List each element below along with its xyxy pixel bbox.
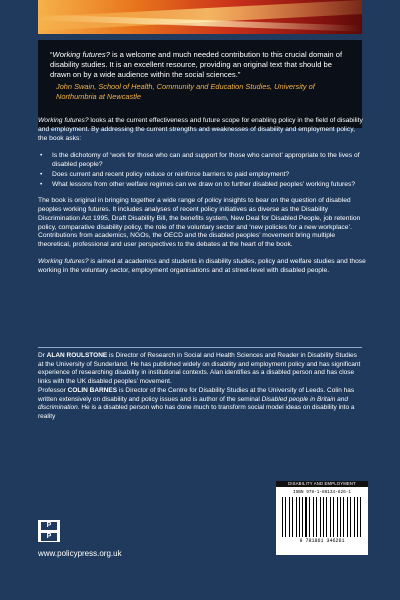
barcode-category: DISABILITY AND EMPLOYMENT [276, 481, 368, 487]
review-quote-text: is a welcome and much needed contribution to this crucial domain of disability studies. It is an excellent resource, providing an original text that should be drawn on by a wide audience within the social sciences.” [50, 50, 343, 80]
author-1-prefix: Dr [38, 352, 47, 359]
barcode-bar [299, 497, 300, 537]
review-quote-title: Working futures? [52, 50, 110, 59]
publisher-url[interactable]: www.policypress.org.uk [38, 549, 122, 558]
author-bio-barnes [38, 387, 362, 422]
barcode-bar [328, 497, 329, 537]
author-2-book-title: Disabled people in Britain and discrimination [38, 395, 349, 412]
barcode-bar [340, 497, 341, 537]
cover-artwork [38, 0, 362, 34]
author-2-prefix: Professor [38, 386, 68, 394]
logo-letter: P [41, 522, 57, 530]
barcode-bar [297, 497, 298, 537]
barcode-bar [348, 497, 349, 537]
review-quote-box [38, 40, 362, 128]
barcode-bar [334, 497, 335, 537]
book-description [38, 117, 366, 284]
description-paragraph-2: The book is original in bringing together a wide range of policy insights to bear on the question of disabled peoples working futures. It includes analyses of recent policy initiatives as diverse as the Disability Discrimination Act 1995, Draft Disability Bill, the benefits system, New Deal for Disabled People, job retention policy, comparative disability policy, the role of the voluntary sector and ‘new policies for a new workplace’. Contributions from academics, NGOs, the OECD and the disabled peoples’ movement bring multiple theoretical, professional and user perspectives to the debates at the heart of the book. [38, 196, 361, 249]
section-divider [38, 347, 362, 348]
description-text-3: is aimed at academics and students in disability studies, policy and welfare studies and those working in the voluntary sector, employment organisations and at street-level with disabled people. [38, 258, 366, 275]
author-2-bio-part-1: is Director of the Centre for Disability Studies at the University of Leeds. Colin has written extensively on disability and policy issues and is author of the seminal [38, 386, 355, 403]
barcode-bar [360, 497, 361, 537]
barcode-bar [350, 497, 351, 537]
barcode-bar [305, 497, 306, 537]
barcode-bar [314, 497, 315, 537]
description-paragraph-1 [38, 117, 366, 144]
author-bios [38, 352, 362, 422]
description-title-1: Working futures? [38, 117, 89, 124]
barcode-bar [323, 497, 324, 537]
barcode-bar [355, 497, 356, 537]
barcode-number: 9 781861 346261 [299, 538, 345, 544]
logo-letter: P [41, 533, 57, 541]
question-item: • Is the dichotomy of ‘work for those who can and support for those who cannot’ appropriate to the lives of disabled people? [38, 152, 366, 170]
author-1-bio: is Director of Research in Social and Health Sciences and Reader in Disability Studies at the University of Sunderland. He has published widely on disability and employment policy and has significant experience of researching disability in institutional contexts. Alan identifies as a disabled person and has close links with the UK disabled peoples’ movement. [38, 352, 361, 386]
publisher-logo [38, 520, 60, 542]
author-bio-roulstone [38, 352, 362, 387]
review-quote: “Working futures? is a welcome and much needed contribution to this crucial domain of disability studies. It is an excellent resource, providing an original text that should be drawn on by a wide audience within the social sciences.” [50, 50, 343, 80]
barcode-bar [292, 497, 293, 537]
barcode-bar [282, 497, 283, 537]
author-1-name: ALAN ROULSTONE [46, 352, 108, 359]
description-text-1: looks at the current effectiveness and future scope for enabling policy in the field of disability and employment. By addressing the current strengths and weaknesses of disability and employment policy, the book asks: [38, 117, 363, 142]
description-title-3: Working futures? [38, 258, 89, 266]
barcode-bar [330, 497, 331, 537]
barcode-bar [287, 497, 288, 537]
author-2-name: COLIN BARNES [67, 386, 118, 394]
description-paragraph-3 [38, 258, 366, 276]
barcode-bars [282, 497, 362, 537]
author-2-bio-part-2: . He is a disabled person who has done much to transform social model ideas on disability into a reality [38, 404, 355, 420]
question-list [38, 152, 366, 190]
barcode-isbn: ISBN 978-1-86134-626-1 [293, 490, 351, 495]
barcode-bar [343, 497, 344, 537]
barcode-panel [276, 481, 368, 555]
barcode-bar [309, 497, 310, 537]
review-attribution: John Swain, School of Health, Community and Education Studies, University of Northumbria at Newcastle [56, 81, 315, 101]
question-item: • What lessons from other welfare regimes can we draw on to further disabled peoples’ working futures? [38, 181, 366, 190]
question-item: • Does current and recent policy reduce or reinforce barriers to paid employment? [38, 171, 366, 180]
barcode-bar [317, 497, 318, 537]
